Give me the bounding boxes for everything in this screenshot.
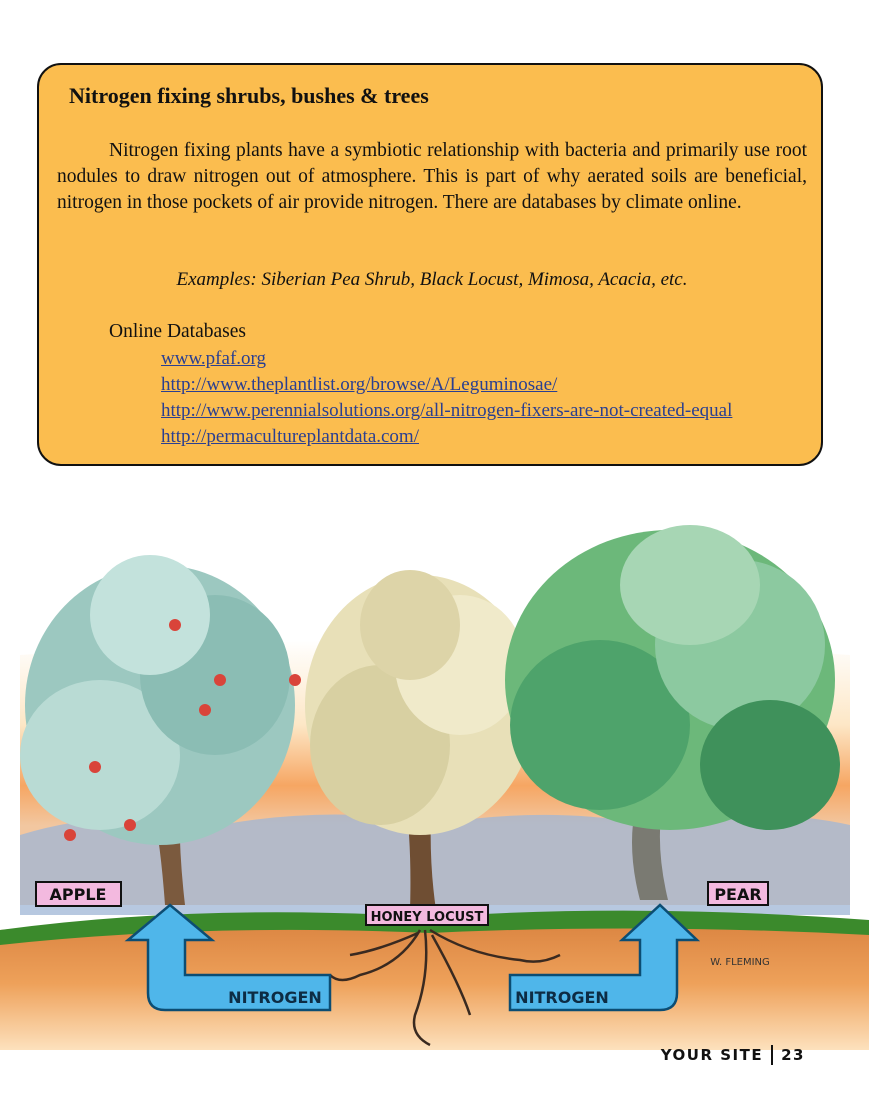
link-perennialsolutions[interactable]: http://www.perennialsolutions.org/all-nitrogen-fixers-are-not-created-equal <box>161 400 733 421</box>
callout-title: Nitrogen fixing shrubs, bushes & trees <box>69 83 429 108</box>
database-links <box>161 346 732 450</box>
databases-heading: Online Databases <box>109 321 246 342</box>
footer-divider <box>771 1045 773 1065</box>
link-item <box>161 372 732 398</box>
link-item <box>161 346 732 372</box>
link-theplantlist[interactable]: http://www.theplantlist.org/browse/A/Leguminosae/ <box>161 374 558 395</box>
svg-text:APPLE: APPLE <box>49 885 107 904</box>
callout-paragraph: Nitrogen fixing plants have a symbiotic relationship with bacteria and primarily use root nodules to draw nitrogen out of atmosphere. This is part of why aerated soils are beneficial, nitrogen in those pockets of air provide nitrogen. There are databases by climate online. <box>57 140 807 213</box>
link-permacultureplantdata[interactable]: http://permacultureplantdata.com/ <box>161 426 419 447</box>
nitrogen-callout-box <box>37 63 823 466</box>
pear-label <box>708 882 768 905</box>
svg-text:HONEY LOCUST: HONEY LOCUST <box>370 910 484 925</box>
link-item <box>161 424 732 450</box>
honey-locust-canopy <box>305 570 535 835</box>
site-name: YOUR SITE <box>660 1046 764 1064</box>
link-item <box>161 398 732 424</box>
page-number: 23 <box>781 1046 805 1064</box>
tree-nitrogen-illustration <box>0 505 869 1050</box>
honey-locust-label <box>366 905 488 925</box>
nitrogen-left-label: NITROGEN <box>228 988 322 1007</box>
svg-text:PEAR: PEAR <box>714 885 762 904</box>
artist-signature: W. FLEMING <box>710 957 770 968</box>
nitrogen-right-label: NITROGEN <box>515 988 609 1007</box>
link-pfaf[interactable]: www.pfaf.org <box>161 348 267 369</box>
pear-tree-canopy <box>505 525 840 830</box>
page-footer <box>661 1045 805 1065</box>
apple-label <box>36 882 121 906</box>
examples-line: Examples: Siberian Pea Shrub, Black Locust, Mimosa, Acacia, etc. <box>176 269 688 290</box>
